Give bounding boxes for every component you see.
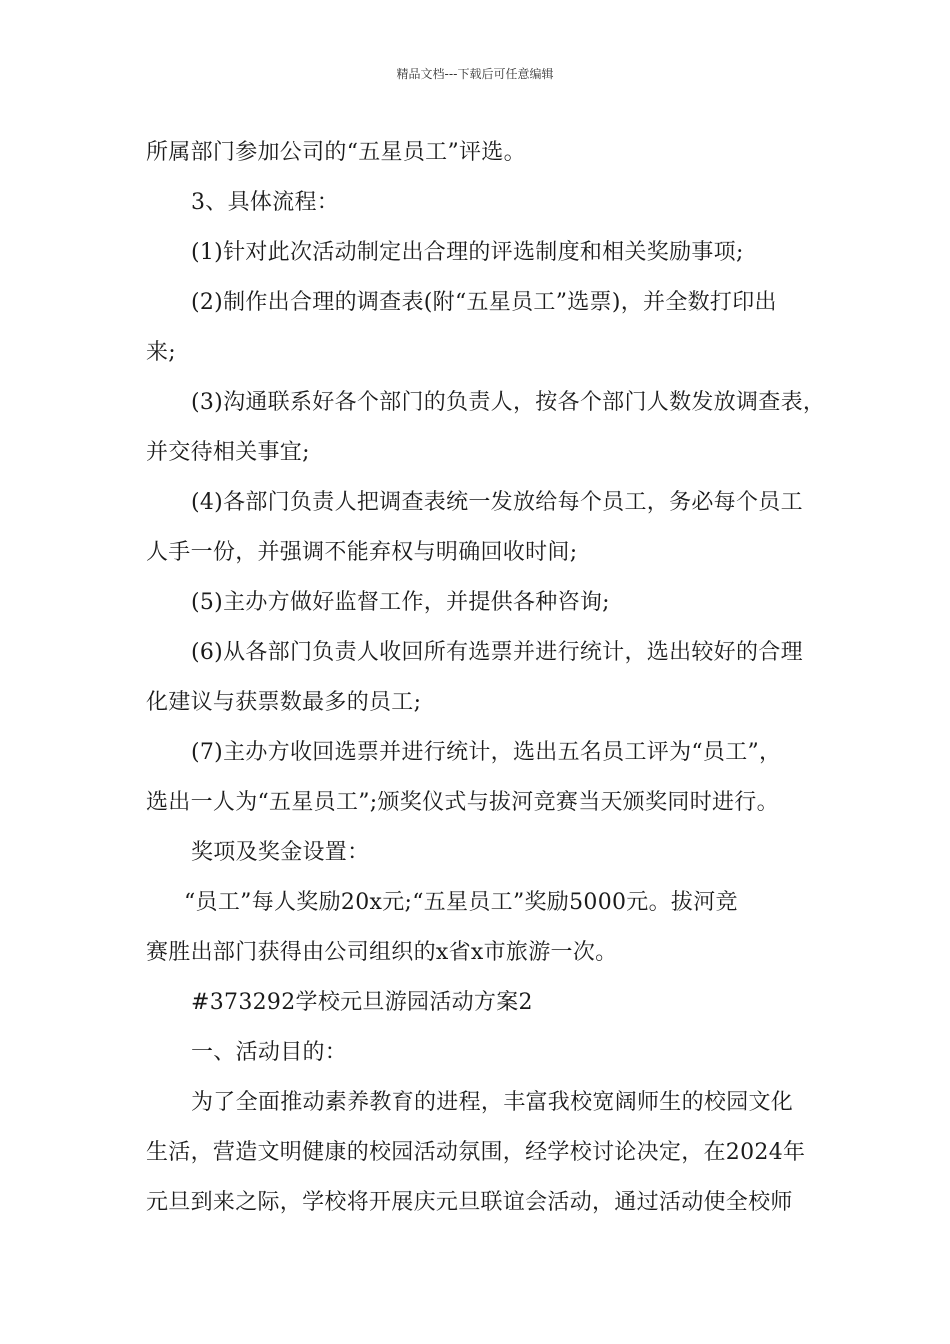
list-item: (5)主办方做好监督工作，并提供各种咨询;: [191, 590, 610, 615]
section-heading: 一、活动目的：: [191, 1040, 348, 1065]
paragraph-line: 为了全面推动素养教育的进程，丰富我校宽阔师生的校园文化: [191, 1090, 794, 1115]
paragraph-line: 来;: [146, 340, 177, 365]
paragraph-line: 化建议与获票数最多的员工;: [146, 690, 422, 715]
list-item: (3)沟通联系好各个部门的负责人，按各个部门人数发放调查表，: [191, 390, 826, 415]
paragraph-line: 赛胜出部门获得由公司组织的x省x市旅游一次。: [146, 940, 618, 965]
section-heading: 3、具体流程：: [191, 190, 340, 215]
list-item: (1)针对此次活动制定出合理的评选制度和相关奖励事项;: [191, 240, 744, 265]
section-heading: 奖项及奖金设置：: [191, 840, 370, 865]
paragraph-line: “员工”每人奖励20x元;“五星员工”奖励5000元。拔河竞: [184, 890, 738, 915]
paragraph-line: 所属部门参加公司的“五星员工”评选。: [146, 140, 526, 165]
list-item: (2)制作出合理的调查表(附“五星员工”选票)，并全数打印出: [191, 290, 777, 315]
list-item: (4)各部门负责人把调查表统一发放给每个员工，务必每个员工: [191, 490, 803, 515]
list-item: (6)从各部门负责人收回所有选票并进行统计，选出较好的合理: [191, 640, 803, 665]
document-title: #373292学校元旦游园活动方案2: [191, 990, 533, 1015]
paragraph-line: 生活，营造文明健康的校园活动氛围，经学校讨论决定，在2024年: [146, 1140, 806, 1165]
paragraph-line: 选出一人为“五星员工”;颁奖仪式与拔河竞赛当天颁奖同时进行。: [146, 790, 779, 815]
paragraph-line: 元旦到来之际，学校将开展庆元旦联谊会活动，通过活动使全校师: [146, 1190, 793, 1215]
paragraph-line: 并交待相关事宜;: [146, 440, 310, 465]
list-item: (7)主办方收回选票并进行统计，选出五名员工评为“员工”，: [191, 740, 782, 765]
document-body: [146, 128, 826, 1228]
paragraph-line: 人手一份，并强调不能弃权与明确回收时间;: [146, 540, 578, 565]
page-header: 精品文档---下载后可任意编辑: [396, 67, 554, 81]
